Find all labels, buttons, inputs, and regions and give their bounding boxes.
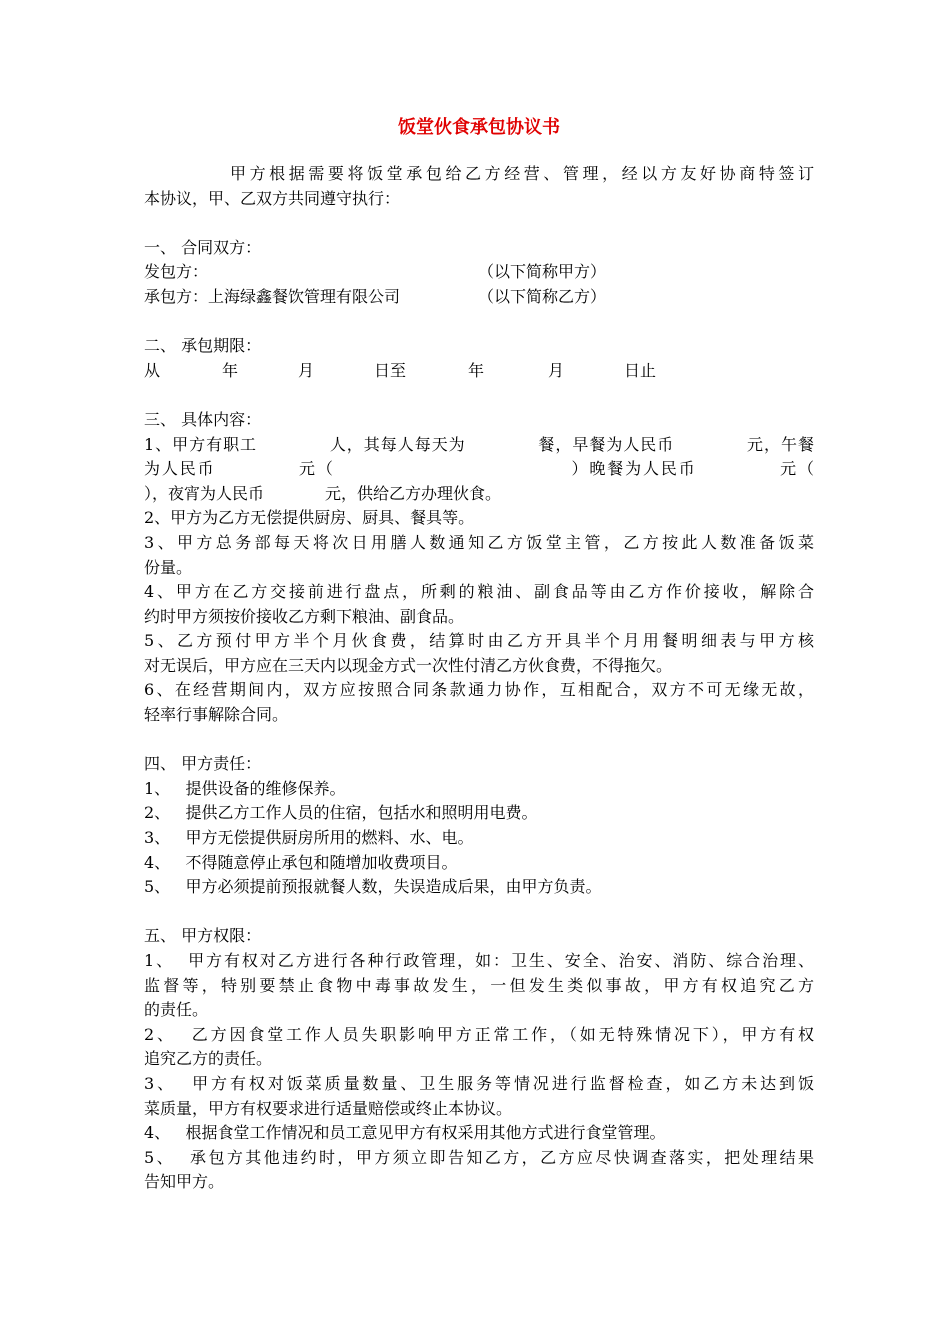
section-5-heading: 五、 甲方权限： <box>144 926 262 946</box>
party-a-row <box>144 260 814 285</box>
party-b-row <box>144 285 814 310</box>
party-b-note: （以下简称乙方） <box>478 286 607 306</box>
spacer <box>144 211 814 236</box>
section-4-line: 5、 甲方必须提前预报就餐人数，失误造成后果，由甲方负责。 <box>144 877 602 897</box>
period-from: 从 <box>144 360 161 380</box>
section-3-line: 3、甲方总务部每天将次日用膳人数通知乙方饭堂主管，乙方按此人数准备饭菜 <box>144 532 814 552</box>
section-3-line: 1、甲方有职工 人，其每人每天为 餐，早餐为人民币 元，午餐 <box>144 434 814 454</box>
section-3-line: 为人民币 元（ ）晚餐为人民币 元（ <box>144 459 814 479</box>
spacer <box>144 383 814 408</box>
section-3-line: 对无误后，甲方应在三天内以现金方式一次性付清乙方伙食费，不得拖欠。 <box>144 655 673 675</box>
section-1-heading: 一、 合同双方： <box>144 237 262 257</box>
section-5-line: 4、 根据食堂工作情况和员工意见甲方有权采用其他方式进行食堂管理。 <box>144 1123 666 1143</box>
section-5-line: 3、 甲方有权对饭菜质量数量、卫生服务等情况进行监督检查，如乙方未达到饭 <box>144 1073 814 1093</box>
section-4-line: 1、 提供设备的维修保养。 <box>144 778 346 798</box>
section-3-line: 5、乙方预付甲方半个月伙食费，结算时由乙方开具半个月用餐明细表与甲方核 <box>144 631 814 651</box>
section-2-heading: 二、 承包期限： <box>144 336 262 356</box>
party-b-label: 承包方：上海绿鑫餐饮管理有限公司 <box>144 286 401 306</box>
document-title: 饭堂伙食承包协议书 <box>398 117 560 138</box>
section-4-line: 2、 提供乙方工作人员的住宿，包括水和照明用电费。 <box>144 803 538 823</box>
section-5-line: 5、 承包方其他违约时，甲方须立即告知乙方，乙方应尽快调查落实，把处理结果 <box>144 1147 814 1167</box>
section-3-line: 份量。 <box>144 557 193 577</box>
section-5-line: 菜质量，甲方有权要求进行适量赔偿或终止本协议。 <box>144 1098 513 1118</box>
spacer <box>144 900 814 925</box>
spacer <box>144 728 814 753</box>
section-4-heading: 四、 甲方责任： <box>144 754 262 774</box>
section-3-line: 约时甲方须按价接收乙方剩下粮油、副食品。 <box>144 606 465 626</box>
period-month-1: 月 <box>298 360 315 380</box>
period-day-to: 日至 <box>374 360 407 380</box>
period-day-end: 日止 <box>624 360 657 380</box>
section-3-line: 4、甲方在乙方交接前进行盘点，所剩的粮油、副食品等由乙方作价接收，解除合 <box>144 582 814 602</box>
section-5-line: 的责任。 <box>144 1000 209 1020</box>
period-row <box>144 359 814 384</box>
section-5-line: 2、 乙方因食堂工作人员失职影响甲方正常工作，（如无特殊情况下），甲方有权 <box>144 1024 814 1044</box>
section-3-line: ），夜宵为人民币 元，供给乙方办理伙食。 <box>144 483 502 503</box>
intro-line-1: 甲方根据需要将饭堂承包给乙方经营、管理，经以方友好协商特签订 <box>230 164 814 183</box>
section-4-line: 4、 不得随意停止承包和随增加收费项目。 <box>144 852 458 872</box>
section-5-line: 追究乙方的责任。 <box>144 1049 273 1069</box>
period-month-2: 月 <box>548 360 565 380</box>
spacer <box>144 310 814 335</box>
section-3-line: 6、在经营期间内，双方应按照合同条款通力协作，互相配合，双方不可无缘无故， <box>144 680 814 700</box>
party-a-label: 发包方： <box>144 262 209 282</box>
period-year-2: 年 <box>468 360 485 380</box>
section-3-heading: 三、 具体内容： <box>144 409 262 429</box>
section-3-line: 轻率行事解除合同。 <box>144 705 289 725</box>
party-a-note: （以下简称甲方） <box>478 262 607 282</box>
section-5-line: 告知甲方。 <box>144 1172 225 1192</box>
section-4-line: 3、 甲方无偿提供厨房所用的燃料、水、电。 <box>144 828 474 848</box>
intro-line-2: 本协议，甲、乙双方共同遵守执行： <box>144 188 401 208</box>
section-5-line: 1、 甲方有权对乙方进行各种行政管理，如：卫生、安全、治安、消防、综合治理、 <box>144 951 814 970</box>
section-5-line: 监督等，特别要禁止食物中毒事故发生，一但发生类似事故，甲方有权追究乙方 <box>144 975 814 995</box>
period-year-1: 年 <box>222 360 239 380</box>
section-3-line: 2、甲方为乙方无偿提供厨房、厨具、餐具等。 <box>144 508 475 528</box>
document-body <box>144 162 814 1195</box>
